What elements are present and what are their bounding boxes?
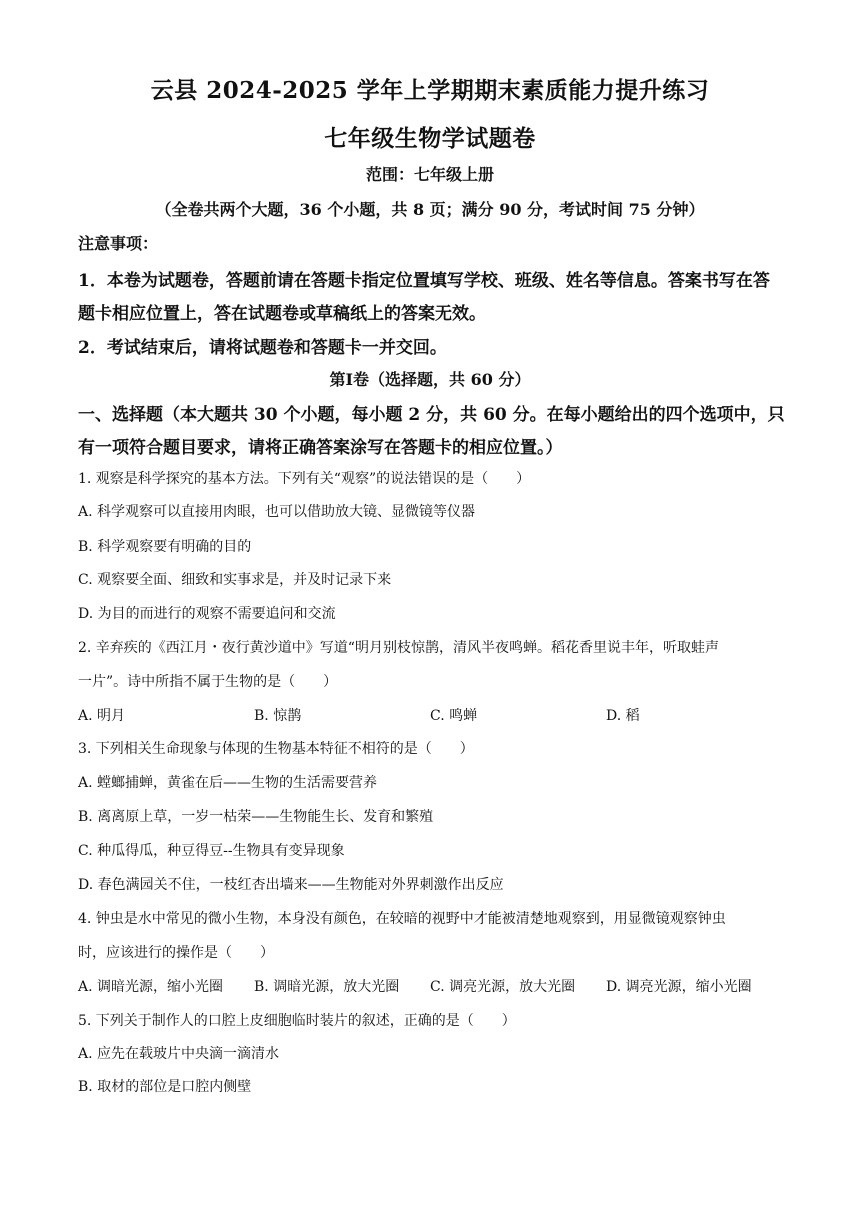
question-option: C. 调亮光源，放大光圈 <box>430 979 576 995</box>
section-instructions: 一、选择题（本大题共 30 个小题，每小题 2 分，共 60 分。在每小题给出的四个选项中，只 <box>78 405 785 425</box>
question-option: B. 惊鹊 <box>254 708 302 724</box>
question-stem: 2. 辛弃疾的《西江月・夜行黄沙道中》写道“明月别枝惊鹊，清风半夜鸣蝉。稻花香里说丰年，听取蛙声 <box>78 640 719 656</box>
question-option: B. 取材的部位是口腔内侧壁 <box>78 1079 252 1095</box>
question-option: A. 调暗光源，缩小光圈 <box>78 979 224 995</box>
note-item-1: 1．本卷为试题卷，答题前请在答题卡指定位置填写学校、班级、姓名等信息。答案书写在答 <box>78 271 770 291</box>
question-stem: 5. 下列关于制作人的口腔上皮细胞临时装片的叙述，正确的是（ ） <box>78 1013 516 1029</box>
exam-info: （全卷共两个大题，36 个小题，共 8 页；满分 90 分，考试时间 75 分钟） <box>155 200 705 219</box>
question-option: B. 调暗光源，放大光圈 <box>254 979 400 995</box>
section-title: 第Ⅰ卷（选择题，共 60 分） <box>329 370 531 389</box>
question-option: C. 种瓜得瓜，种豆得豆--生物具有变异现象 <box>78 843 345 859</box>
note-item-2: 2．考试结束后，请将试题卷和答题卡一并交回。 <box>78 338 447 358</box>
question-stem: 4. 钟虫是水中常见的微小生物，本身没有颜色，在较暗的视野中才能被清楚地观察到，用显微镜观察钟虫 <box>78 911 726 927</box>
exam-title: 云县 2024-2025 学年上学期期末素质能力提升练习 <box>150 77 710 104</box>
question-stem: 3. 下列相关生命现象与体现的生物基本特征不相符的是（ ） <box>78 741 474 757</box>
exam-scope: 范围：七年级上册 <box>365 165 494 184</box>
exam-subtitle: 七年级生物学试题卷 <box>324 125 536 152</box>
question-option: A. 明月 <box>78 708 126 724</box>
question-option: D. 春色满园关不住，一枝红杏出墙来——生物能对外界刺激作出反应 <box>78 877 504 893</box>
question-option: B. 离离原上草，一岁一枯荣——生物能生长、发育和繁殖 <box>78 809 434 825</box>
question-option: C. 鸣蝉 <box>430 708 478 724</box>
note-item-1-cont: 题卡相应位置上，答在试题卷或草稿纸上的答案无效。 <box>78 304 486 324</box>
question-option: C. 观察要全面、细致和实事求是，并及时记录下来 <box>78 572 392 588</box>
question-option: A. 科学观察可以直接用肉眼，也可以借助放大镜、显微镜等仪器 <box>78 504 476 520</box>
notes-heading: 注意事项： <box>78 234 159 253</box>
question-option: D. 调亮光源，缩小光圈 <box>606 979 752 995</box>
question-stem-cont: 时，应该进行的操作是（ ） <box>78 945 274 961</box>
question-stem-cont: 一片”。诗中所指不属于生物的是（ ） <box>78 674 338 690</box>
question-option: A. 应先在载玻片中央滴一滴清水 <box>78 1046 280 1062</box>
section-instructions-cont: 有一项符合题目要求，请将正确答案涂写在答题卡的相应位置。） <box>78 438 563 458</box>
question-option: D. 稻 <box>606 708 640 724</box>
question-stem: 1. 观察是科学探究的基本方法。下列有关“观察”的说法错误的是（ ） <box>78 471 531 487</box>
question-option: B. 科学观察要有明确的目的 <box>78 539 252 555</box>
question-option: D. 为目的而进行的观察不需要追问和交流 <box>78 606 336 622</box>
question-option: A. 螳螂捕蝉，黄雀在后——生物的生活需要营养 <box>78 775 378 791</box>
